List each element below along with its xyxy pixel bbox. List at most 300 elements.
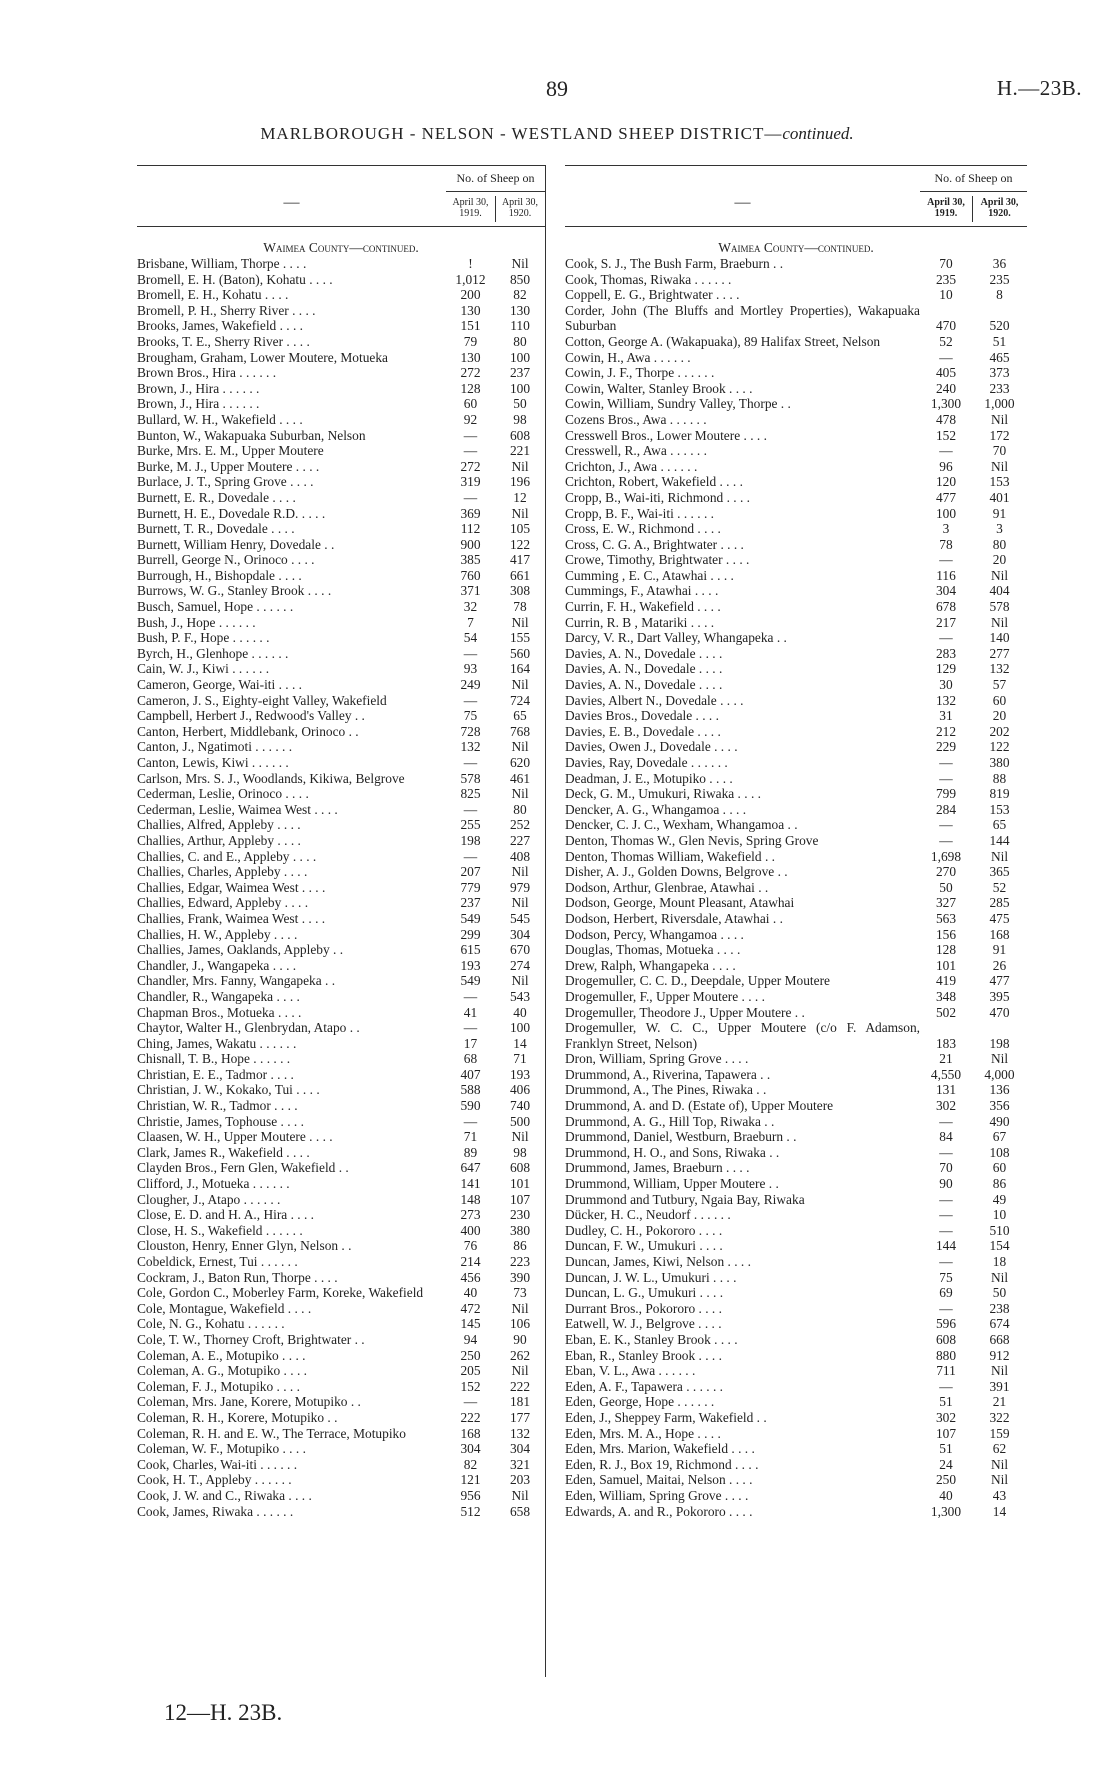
sheep-1919: 1,698 [930,848,962,864]
table-row [137,771,545,787]
holder-name: Bromell, E. H., Kohatu . . . . [137,287,289,303]
table-row [565,895,1027,911]
sheep-1919: — [463,988,478,1004]
holder-name: Cozens Bros., Awa . . . . . . [565,411,707,427]
table-row [565,1114,1027,1130]
sheep-1920: 91 [992,942,1007,958]
sheep-1919: 419 [935,973,957,989]
holder-name: Burrell, George N., Orinoco . . . . [137,552,315,568]
table-row [565,1472,1027,1488]
page-number: 89 [546,76,568,101]
sheep-1920: 308 [509,583,531,599]
sheep-1920: 417 [509,552,531,568]
table-row [565,506,1027,522]
sheep-1920: Nil [511,505,529,521]
holder-name: Canton, Herbert, Middlebank, Orinoco . . [137,723,359,739]
holder-name: Cole, N. G., Kohatu . . . . . . [137,1316,285,1332]
sheep-1919: 779 [460,879,481,895]
sheep-1919: 200 [460,287,481,303]
holder-name: Eden, George, Hope . . . . . . [565,1394,715,1410]
sheep-1920: 560 [509,645,531,661]
sheep-1919: 75 [939,1269,953,1285]
holder-name: Christian, W. R., Tadmor . . . . [137,1098,298,1114]
sheep-1919: — [939,1300,953,1316]
sheep-1919: 590 [460,1098,481,1114]
sheep-1919: — [939,832,953,848]
table-row [565,412,1027,428]
holder-name: Brown, J., Hira . . . . . . [137,396,260,412]
table-row [565,1348,1027,1364]
sheep-1919: 68 [463,1051,478,1067]
table-row [137,615,545,631]
table-row [137,1457,545,1473]
table-row [565,1504,1027,1520]
sheep-1919: 54 [463,630,478,646]
table-row [137,1472,545,1488]
table-row [137,1114,545,1130]
holder-name: Bromell, E. H. (Baton), Kohatu . . . . [137,271,333,287]
sheep-1920: 373 [989,365,1010,381]
sheep-1919: 198 [460,832,481,848]
sheep-1920: Nil [990,1472,1009,1488]
table-row [565,630,1027,646]
table-row [565,958,1027,974]
holder-name: Carlson, Mrs. S. J., Woodlands, Kikiwa, Belgrove [137,770,405,786]
holder-name: Disher, A. J., Golden Downs, Belgrove . . [565,864,788,880]
sheep-1920: 304 [509,1441,531,1457]
sheep-1919: — [463,755,478,770]
holder-name: Drummond, A., Riverina, Tapawera . . [565,1066,771,1082]
holder-name: Eban, R., Stanley Brook . . . . [565,1347,722,1363]
sheep-1920: 101 [509,1176,531,1192]
sheep-1920: 153 [989,801,1010,817]
table-row [137,537,545,553]
sheep-1919: — [939,755,953,770]
table-row [565,381,1027,397]
holder-name: Coleman, W. F., Motupiko . . . . [137,1441,306,1457]
sheep-1919: 299 [460,926,481,942]
sheep-1919: — [463,801,478,817]
sheep-1920: Nil [990,1051,1009,1067]
sheep-1919: — [939,770,953,786]
holder-name: Burnett, William Henry, Dovedale . . [137,536,335,552]
holder-name: Burnett, T. R., Dovedale . . . . [137,521,295,537]
holder-name: Drummond and Tutbury, Ngaia Bay, Riwaka [565,1191,805,1207]
sheep-1919: 70 [939,1160,953,1176]
sheep-1920: 168 [989,926,1010,942]
sheep-1919: 116 [936,567,956,583]
sheep-1919: 183 [935,1035,957,1051]
sheep-1919: — [939,443,953,459]
sheep-1920: Nil [511,1363,529,1379]
holder-name: Brown Bros., Hira . . . . . . [137,365,277,381]
holder-name: Currin, R. B , Matariki . . . . [565,614,715,630]
sheep-1920: 18 [992,1254,1007,1269]
holder-name: Cummings, F., Atawhai . . . . [565,583,719,599]
sheep-1920: 49 [992,1191,1007,1207]
table-row [565,1316,1027,1332]
holder-name: Drummond, Daniel, Westburn, Braeburn . . [565,1129,797,1145]
table-row [565,474,1027,490]
sheep-1919: 1,012 [455,271,486,287]
table-row [137,973,545,989]
sheep-1919: 273 [460,1207,481,1223]
holder-name: Bullard, W. H., Wakefield . . . . [137,411,303,427]
sheep-1920: 8 [996,287,1003,303]
holder-name: Eden, R. J., Box 19, Richmond . . . . [565,1456,759,1472]
table-row [137,724,545,740]
holder-name: Cook, Charles, Wai-iti . . . . . . [137,1456,298,1472]
sheep-1920: 490 [989,1113,1010,1129]
sheep-1919: 130 [460,302,481,318]
table-row [565,583,1027,599]
sheep-1919: 93 [463,661,478,677]
holder-name: Dencker, C. J. C., Wexham, Whangamoa . . [565,817,798,833]
sheep-1920: 164 [509,661,531,677]
sheep-1920: 172 [989,427,1010,443]
sheep-1919: 319 [460,474,481,490]
sheep-1920: 202 [989,723,1010,739]
table-row [137,1082,545,1098]
table-row [565,864,1027,880]
table-row [137,880,545,896]
sheep-1920: 154 [989,1238,1010,1254]
holder-name: Duncan, James, Kiwi, Nelson . . . . [565,1254,751,1269]
table-row [137,396,545,412]
holder-name: Canton, Lewis, Kiwi . . . . . . [137,755,289,770]
holder-name: Claasen, W. H., Upper Moutere . . . . [137,1129,333,1145]
sheep-1919: 596 [935,1316,957,1332]
holder-name: Ching, James, Wakatu . . . . . . [137,1035,297,1051]
holder-name: Burlace, J. T., Spring Grove . . . . [137,474,314,490]
sheep-1920: 196 [509,474,531,490]
sheep-1920: 50 [513,396,527,412]
table-row [565,771,1027,787]
table-row [137,864,545,880]
holder-name: Drogemuller, Theodore J., Upper Moutere . . [565,1004,805,1020]
sheep-1920: 155 [509,630,531,646]
holder-name: Coleman, A. G., Motupiko . . . . [137,1363,307,1379]
sheep-1920: 277 [989,645,1010,661]
table-row [137,927,545,943]
table-row [565,1192,1027,1208]
sheep-1919: — [939,1144,953,1160]
sheep-1920: Nil [990,1269,1009,1285]
sheep-1919: 371 [460,583,481,599]
sheep-1919: 1,300 [930,1503,962,1519]
holder-name: Cook, James, Riwaka . . . . . . [137,1503,294,1519]
right-table [565,165,1027,1677]
table-row [565,365,1027,381]
april-1920-header: April 30, 1920. [980,197,1019,219]
sheep-1919: 7 [467,614,474,630]
sheep-1920: 3 [996,521,1003,537]
sheep-1920: 465 [989,349,1010,365]
table-row [565,833,1027,849]
sheep-1919: 880 [935,1347,957,1363]
sheep-1919: 152 [460,1378,481,1394]
sheep-1920: Nil [511,895,529,911]
sheep-1920: 50 [992,1285,1007,1301]
sheep-1919: 92 [463,411,478,427]
holder-name: Cook, H. T., Appleby . . . . . . [137,1472,292,1488]
holder-name: Dodson, Arthur, Glenbrae, Atawhai . . [565,879,769,895]
sheep-1920: 223 [509,1254,531,1269]
sheep-1920: 82 [513,287,527,303]
left-table [137,165,545,1677]
table-row [565,755,1027,771]
table-row [565,615,1027,631]
sheep-1919: 283 [935,645,957,661]
holder-name: Drew, Ralph, Whangapeka . . . . [565,957,736,973]
sheep-1920: 98 [513,1144,527,1160]
holder-name: Burnett, H. E., Dovedale R.D. . . . . [137,505,326,521]
holder-name: Crichton, Robert, Wakefield . . . . [565,474,743,490]
sheep-1920: 233 [989,380,1010,396]
table-row [137,428,545,444]
sheep-1919: 21 [939,1051,953,1067]
table-row [137,350,545,366]
sheep-1920: 159 [989,1425,1010,1441]
holder-name: Dodson, Percy, Whangamoa . . . . [565,926,744,942]
table-row [565,739,1027,755]
holder-name: Currin, F. H., Wakefield . . . . [565,599,721,615]
sheep-1919: 132 [935,692,957,708]
sheep-1919: 40 [463,1285,478,1301]
holder-name: Clouston, Henry, Enner Glyn, Nelson . . [137,1238,352,1254]
sheep-1919: 145 [460,1316,481,1332]
holder-name: Challies, Edward, Appleby . . . . [137,895,309,911]
holder-name: Cotton, George A. (Wakapuaka), 89 Halifax Street, Nelson [565,333,881,349]
sheep-1919: 385 [460,552,481,568]
holder-name: Eban, E. K., Stanley Brook . . . . [565,1331,738,1347]
holder-name: Cain, W. J., Kiwi . . . . . . [137,661,270,677]
sheep-1919: — [463,427,478,443]
table-row [137,599,545,615]
holder-name: Cowin, H., Awa . . . . . . [565,349,691,365]
sheep-1920: Nil [511,677,529,693]
april-1919-header: April 30, 1919. [927,197,965,219]
table-row [137,1363,545,1379]
sheep-1920: Nil [990,1456,1009,1472]
sheep-1920: 768 [509,723,531,739]
sheep-1920: 65 [513,708,527,724]
holder-name: Eden, William, Spring Grove . . . . [565,1487,749,1503]
sheep-1920: 4,000 [984,1066,1015,1082]
sheep-1920: 177 [509,1409,531,1425]
table-row [565,490,1027,506]
holder-name: Cook, Thomas, Riwaka . . . . . . [565,271,732,287]
holder-name: Denton, Thomas William, Wakefield . . [565,848,775,864]
sheep-1919: — [463,489,478,505]
table-row [137,1504,545,1520]
sheep-count-header: No. of Sheep on [446,171,545,192]
sheep-1920: 198 [989,1035,1010,1051]
sheep-1919: 17 [463,1035,478,1051]
holder-name: Crichton, J., Awa . . . . . . [565,458,698,474]
table-row [137,849,545,865]
holder-name: Corder, John (The Bluffs and Mortley Properties), Wakapuaka Suburban [565,302,920,334]
sheep-1919: 10 [939,287,953,303]
sheep-1920: 608 [509,1160,531,1176]
table-row [565,1223,1027,1239]
table-row [137,802,545,818]
holder-name: Eban, V. L., Awa . . . . . . [565,1363,696,1379]
table-row [137,506,545,522]
april-1919-header: April 30, 1919. [452,197,489,219]
left-table-header [137,165,545,262]
holder-name: Drogemuller, C. C. D., Deepdale, Upper Moutere [565,973,830,989]
sheep-1920: Nil [511,614,529,630]
sheep-1919: 148 [460,1191,481,1207]
holder-name: Clayden Bros., Fern Glen, Wakefield . . [137,1160,349,1176]
holder-name: Chaytor, Walter H., Glenbrydan, Atapo . . [137,1020,360,1036]
sheep-1919: 222 [460,1409,481,1425]
holder-name: Drummond, H. O., and Sons, Riwaka . . [565,1144,780,1160]
table-row [137,1098,545,1114]
table-row [565,1082,1027,1098]
table-row [137,817,545,833]
holder-name: Cowin, William, Sundry Valley, Thorpe . . [565,396,791,412]
table-row [565,303,1027,334]
sheep-1919: 249 [460,677,481,693]
holder-name: Chandler, J., Wangapeka . . . . [137,957,297,973]
sheep-1919: 79 [463,333,478,349]
sheep-1920: 100 [509,380,531,396]
table-row [565,1285,1027,1301]
sheep-1919: 799 [935,786,957,802]
sheep-1920: 110 [510,318,530,334]
table-row [137,459,545,475]
sheep-1919: 90 [939,1176,953,1192]
table-row [137,552,545,568]
sheep-1919: 608 [935,1331,957,1347]
holder-name: Close, H. S., Wakefield . . . . . . [137,1222,303,1238]
holder-name: Cropp, B., Wai-iti, Richmond . . . . [565,489,751,505]
sheep-1919: 578 [460,770,481,786]
sheep-1920: 380 [989,755,1010,770]
holder-name: Drogemuller, F., Upper Moutere . . . . [565,988,765,1004]
holder-name: Chandler, Mrs. Fanny, Wangapeka . . [137,973,336,989]
sheep-1919: — [939,630,953,646]
holder-name: Canton, J., Ngatimoti . . . . . . [137,739,293,755]
table-row [137,646,545,662]
table-row [137,1285,545,1301]
table-row [565,661,1027,677]
sheep-1920: 1,000 [984,396,1015,412]
sheep-1919: 50 [939,879,953,895]
sheep-1919: 41 [463,1004,478,1020]
holder-name: Brooks, T. E., Sherry River . . . . [137,333,310,349]
sheep-1920: 520 [989,318,1010,334]
sheep-1920: 543 [509,988,531,1004]
holder-name: Clougher, J., Atapo . . . . . . [137,1191,281,1207]
holder-name: Challies, Charles, Appleby . . . . [137,864,308,880]
sheep-1919: — [939,349,953,365]
holder-name: Cole, Gordon C., Moberley Farm, Koreke, Wakefield [137,1285,424,1301]
sheep-1920: 304 [509,926,531,942]
table-row [137,381,545,397]
holder-name: Coleman, R. H., Korere, Motupiko . . [137,1409,338,1425]
sheep-1920: Nil [990,1363,1009,1379]
table-row [137,443,545,459]
sheep-1920: 105 [509,521,531,537]
sheep-1920: 71 [513,1051,527,1067]
sheep-1919: — [939,1207,953,1223]
table-row [565,1020,1027,1051]
sheep-1920: 252 [509,817,531,833]
sheep-1919: 512 [460,1503,481,1519]
sheep-1920: 401 [989,489,1010,505]
table-row [137,1238,545,1254]
table-row [565,849,1027,865]
sheep-1920: 235 [989,271,1010,287]
table-row [565,1207,1027,1223]
holder-name: Cresswell, R., Awa . . . . . . [565,443,707,459]
holder-name: Close, E. D. and H. A., Hira . . . . [137,1207,315,1223]
sheep-1920: 674 [989,1316,1010,1332]
table-row [137,1348,545,1364]
sheep-1919: — [939,1378,953,1394]
table-row [565,942,1027,958]
table-row [137,1441,545,1457]
sheep-1920: 107 [509,1191,531,1207]
table-row [565,1254,1027,1270]
sheep-1920: Nil [511,256,529,271]
holder-name: Eden, Samuel, Maitai, Nelson . . . . [565,1472,753,1488]
name-column-header: — [734,194,751,211]
table-row [137,895,545,911]
sheep-1919: 302 [935,1409,957,1425]
sheep-1919: 60 [463,396,478,412]
sheep-1920: 262 [509,1347,531,1363]
sheep-1920: 724 [509,692,531,708]
holder-name: Dron, William, Spring Grove . . . . [565,1051,749,1067]
sheep-1919: 502 [935,1004,957,1020]
sheep-1919: 1,300 [930,396,962,412]
sheep-1919: 400 [460,1222,481,1238]
sheep-1919: 229 [935,739,957,755]
holder-name: Coleman, A. E., Motupiko . . . . [137,1347,306,1363]
sheep-1919: 472 [460,1300,481,1316]
holder-name: Davies, Ray, Dovedale . . . . . . [565,755,728,770]
sheep-1919: 470 [935,318,957,334]
sheep-1919: 250 [460,1347,481,1363]
holder-name: Burnett, E. R., Dovedale . . . . [137,489,296,505]
holder-name: Eden, Mrs. Marion, Wakefield . . . . [565,1441,755,1457]
holder-name: Cole, Montague, Wakefield . . . . [137,1300,312,1316]
table-row [137,1301,545,1317]
holder-name: Dodson, George, Mount Pleasant, Atawhai [565,895,795,911]
sheep-1920: 477 [989,973,1010,989]
table-row [565,911,1027,927]
sheep-1919: 956 [460,1487,481,1503]
sheep-1920: 668 [989,1331,1010,1347]
sheep-1919: 128 [460,380,481,396]
title-continued: continued. [782,124,854,143]
sheep-1919: — [463,692,478,708]
sheep-1920: 475 [989,910,1010,926]
sheep-1919: 24 [939,1456,953,1472]
sheep-1920: 470 [989,1004,1010,1020]
sheep-1920: Nil [511,1487,529,1503]
sheep-1920: 390 [509,1269,531,1285]
sheep-1920: 36 [992,256,1007,271]
table-row [137,1129,545,1145]
sheep-1920: 132 [989,661,1010,677]
holder-name: Cameron, George, Wai-iti . . . . [137,677,303,693]
sheep-1919: 214 [460,1254,481,1269]
